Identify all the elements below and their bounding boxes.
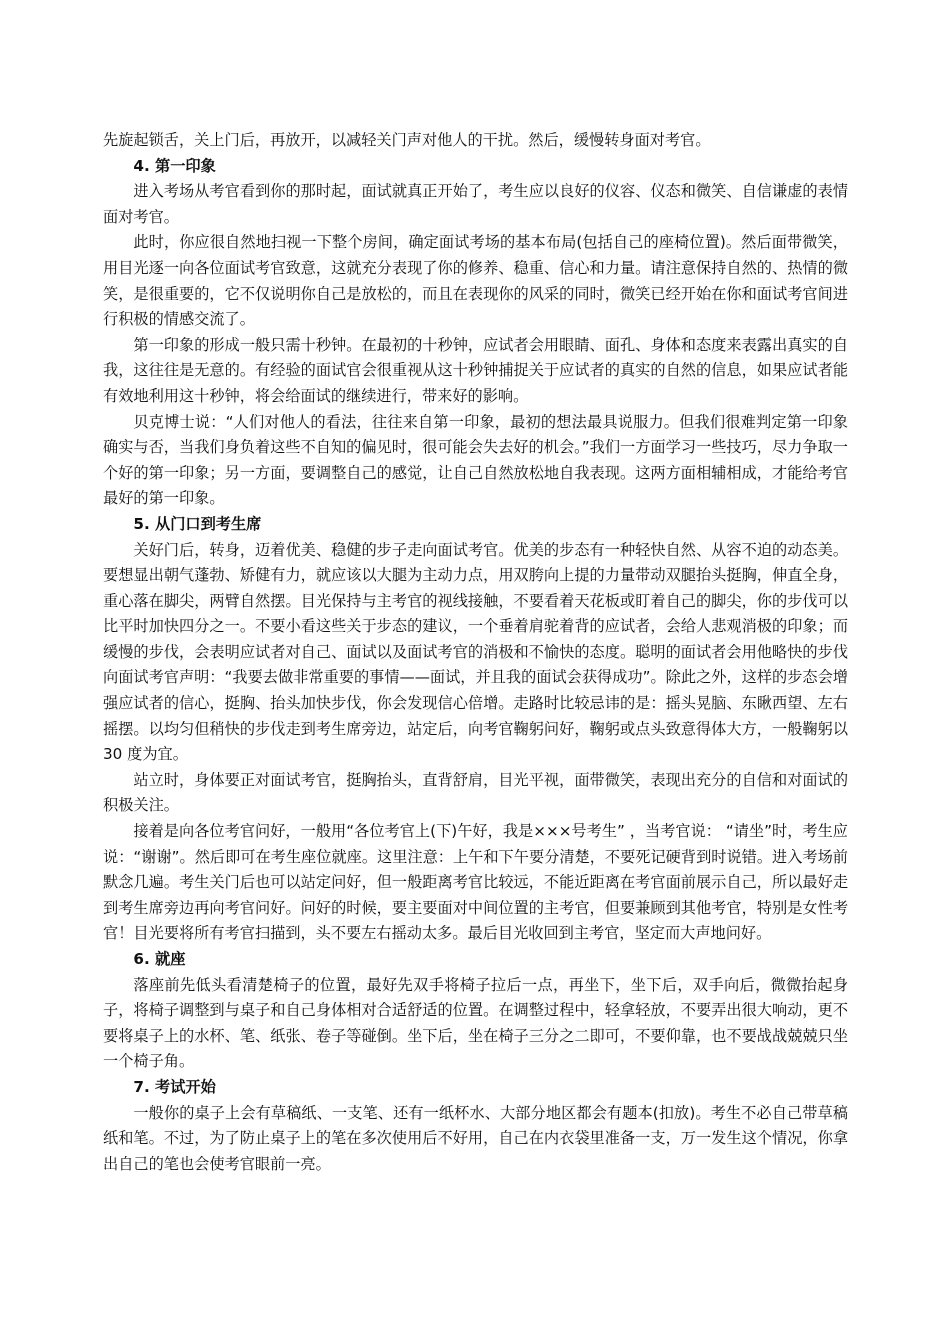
paragraph-continued: 先旋起锁舌，关上门后，再放开，以减轻关门声对他人的干扰。然后，缓慢转身面对考官。 [103, 131, 711, 149]
paragraph: 站立时，身体要正对面试考官，挺胸抬头，直背舒肩，目光平视，面带微笑，表现出充分的自信和对面试的积极关注。 [103, 770, 848, 815]
section-heading-door-to-seat: 5. 从门口到考生席 [133, 514, 262, 533]
paragraph: 此时，你应很自然地扫视一下整个房间，确定面试考场的基本布局(包括自己的座椅位置)。然后面带微笑，用目光逐一向各位面试考官致意，这就充分表现了你的修养、稳重、信心和力量。请注意保持自然的、热情的微笑，是很重要的，它不仅说明你自己是放松的，而且在表现你的风采的同时，微笑已经开始在你和面试考官间进行积极的情感交流了。 [103, 233, 848, 329]
paragraph: 第一印象的形成一般只需十秒钟。在最初的十秒钟，应试者会用眼睛、面孔、身体和态度来表露出真实的自我，这往往是无意的。有经验的面试官会很重视从这十秒钟捕捉关于应试者的真实的自然的信息，如果应试者能有效地利用这十秒钟，将会给面试的继续进行，带来好的影响。 [103, 335, 848, 405]
paragraph: 关好门后，转身，迈着优美、稳健的步子走向面试考官。优美的步态有一种轻快自然、从容不迫的动态美。要想显出朝气蓬勃、矫健有力，就应该以大腿为主动力点，用双胯向上提的力量带动双腿抬头挺胸，伸直全身，重心落在脚尖，两臂自然摆。目光保持与主考官的视线接触，不要看着天花板或盯着自己的脚尖，你的步伐可以比平时加快四分之一。不要小看这些关于步态的建议，一个垂着肩驼着背的应试者，会给人悲观消极的印象；而缓慢的步伐，会表明应试者对自己、面试以及面试考官的消极和不愉快的态度。聪明的面试者会用他略快的步伐向面试考官声明：“我要去做非常重要的事情——面试，并且我的面试会获得成功”。除此之外，这样的步态会增强应试者的信心，挺胸、抬头加快步伐，你会发现信心倍增。走路时比较忌讳的是：摇头晃脑、东瞅西望、左右摇摆。以均匀但稍快的步伐走到考生席旁边，站定后，向考官鞠躬问好，鞠躬或点头致意得体大方，一般鞠躬以 30 度为宜。 [103, 540, 848, 764]
section-heading-seating: 6. 就座 [133, 950, 186, 968]
paragraph: 落座前先低头看清楚椅子的位置，最好先双手将椅子拉后一点，再坐下，坐下后，双手向后，微微抬起身子，将椅子调整到与桌子和自己身体相对合适舒适的位置。在调整过程中，轻拿轻放，不要弄出很大响动，更不要将桌子上的水杯、笔、纸张、卷子等碰倒。坐下后，坐在椅子三分之二即可，不要仰靠，也不要战战兢兢只坐一个椅子角。 [103, 975, 848, 1071]
paragraph: 贝克博士说：“人们对他人的看法，往往来自第一印象，最初的想法最具说服力。但我们很难判定第一印象确实与否，当我们身负着这些不自知的偏见时，很可能会失去好的机会。”我们一方面学习一些技巧，尽力争取一个好的第一印象；另一方面，要调整自己的感觉，让自己自然放松地自我表现。这两方面相辅相成，才能给考官最好的第一印象。 [103, 412, 848, 508]
document-page [103, 128, 848, 1177]
section-heading-first-impression: 4. 第一印象 [133, 156, 216, 175]
section-heading-exam-start: 7. 考试开始 [133, 1077, 216, 1096]
paragraph: 接着是向各位考官问好，一般用“各位考官上(下)午好，我是×××号考生” ，当考官说： “请坐”时，考生应说：“谢谢”。然后即可在考生座位就座。这里注意：上午和下午要分清楚，不要死记硬背到时说错。进入考场前默念几遍。考生关门后也可以站定问好，但一般距离考官比较远，不能近距离在考官面前展示自己，所以最好走到考生席旁边再向考官问好。问好的时候，要主要面对中间位置的主考官，但要兼顾到其他考官，特别是女性考官！目光要将所有考官扫描到，头不要左右摇动太多。最后目光收回到主考官，坚定而大声地问好。 [103, 822, 848, 943]
paragraph: 一般你的桌子上会有草稿纸、一支笔、还有一纸杯水、大部分地区都会有题本(扣放)。考生不必自己带草稿纸和笔。不过，为了防止桌子上的笔在多次使用后不好用，自己在内衣袋里准备一支，万一发生这个情况，你拿出自己的笔也会使考官眼前一亮。 [103, 1103, 848, 1173]
paragraph: 进入考场从考官看到你的那时起，面试就真正开始了，考生应以良好的仪容、仪态和微笑、自信谦虚的表情面对考官。 [103, 182, 848, 226]
